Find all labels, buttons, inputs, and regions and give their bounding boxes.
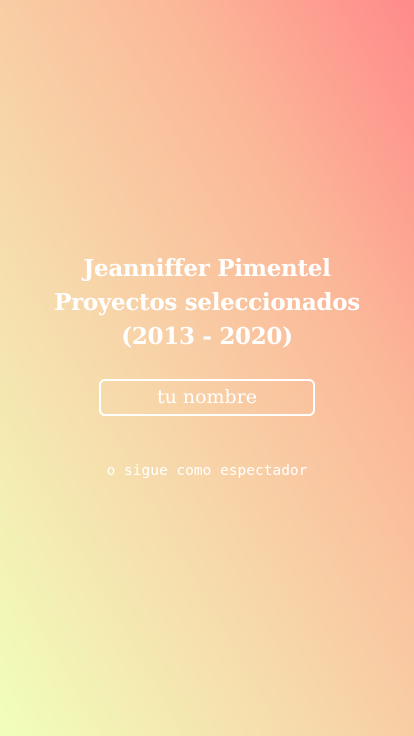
spectator-link[interactable]: o sigue como espectador xyxy=(106,463,308,479)
name-input[interactable] xyxy=(99,379,315,416)
title-subtitle: Proyectos seleccionados xyxy=(54,289,360,316)
page-title xyxy=(0,252,414,354)
title-name: Jeanniffer Pimentel xyxy=(83,255,331,282)
title-years: (2013 - 2020) xyxy=(121,323,293,350)
